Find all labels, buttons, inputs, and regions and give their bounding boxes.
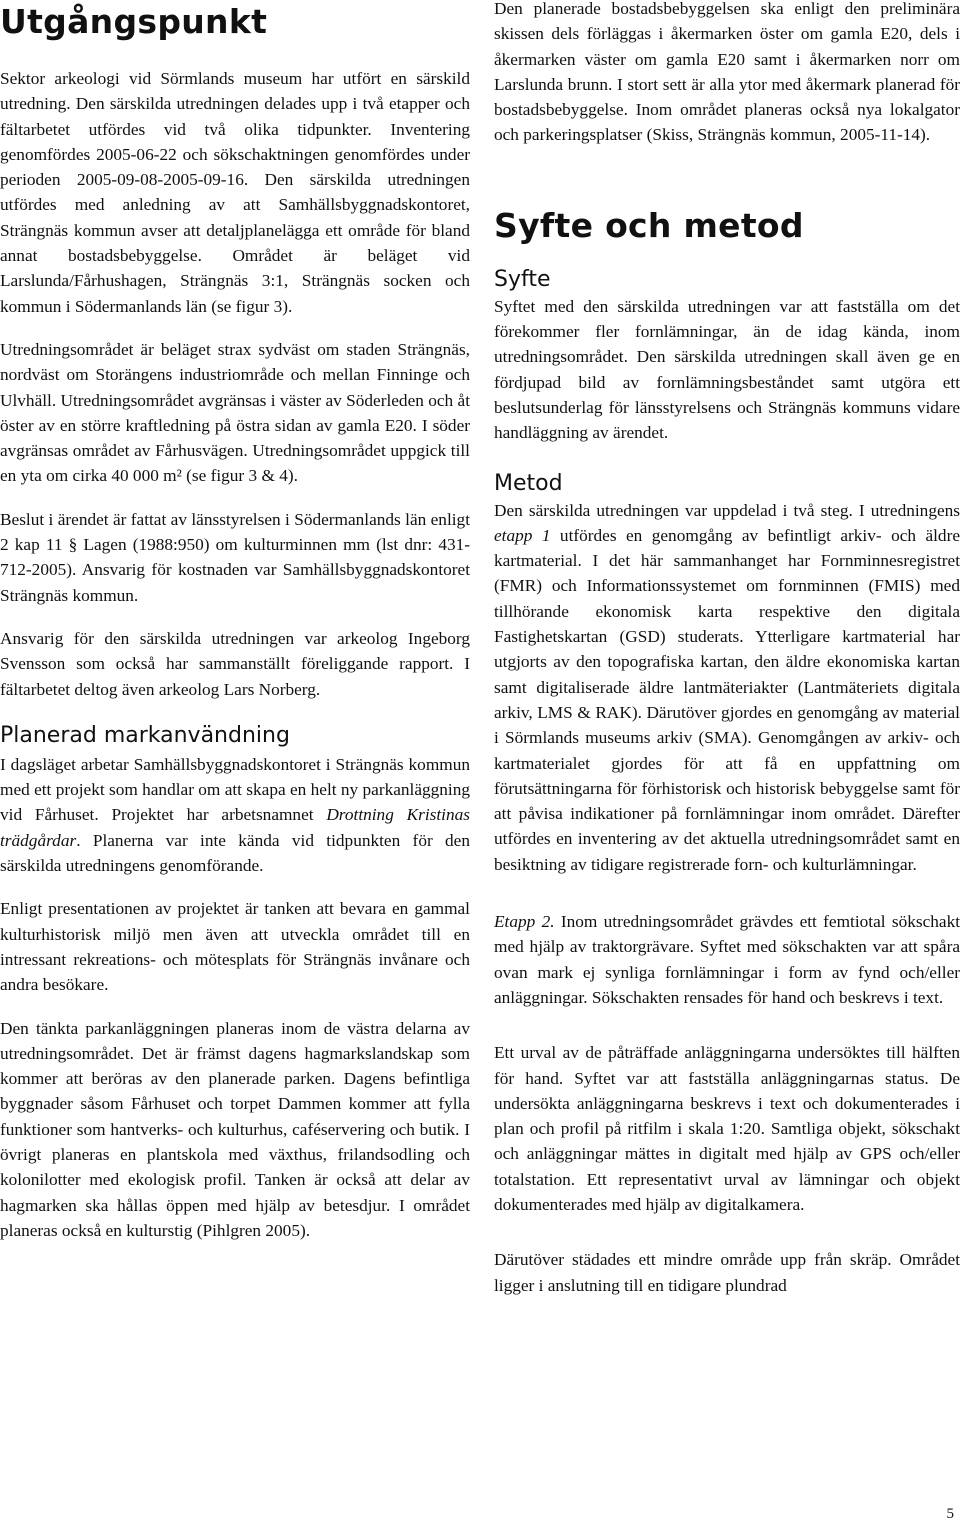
heading-utgangspunkt: Utgångspunkt [0,2,268,41]
right-column [494,0,960,1316]
text: Inom utredningsområdet grävdes ett femtiotal sökschakt med hjälp av traktorgrävare. Syftet med sökschakten var att spåra ovan mark ej synliga fornlämningar i form av fynd och/eller anläggningar. Sökschakten rensades för hand och beskrevs i text. [494,912,960,1007]
paragraph: Ett urval av de påträffade anläggningarna undersöktes till hälften för hand. Syftet var att fastställa anläggningarnas status. De undersökta anläggningarna beskrevs i text och dokumenterades i plan och profil på ritfilm i skala 1:20. Samtliga objekt, sökschakt och anläggningar mättes in digitalt med hjälp av GPS och/eller totalstation. Ett representativt urval av lämningar och objekt dokumenterades med hjälp av digitalkamera. [494,1043,960,1214]
paragraph [0,752,470,878]
paragraph: Enligt presentationen av projektet är tanken att bevara en gammal kulturhistorisk miljö men även att utveckla området till en intressant rekreations- och mötesplats för Strängnäs invånare och andra besökare. [0,899,470,995]
left-column [0,0,470,1261]
subheading-planerad-markanvandning: Planerad markanvändning [0,722,290,748]
heading-syfte-och-metod: Syfte och metod [494,205,804,245]
paragraph [494,909,960,1010]
text: I dagsläget arbetar Samhällsbyggnadskontoret i Strängnäs kommun med ett projekt som handlar om att skapa en helt ny parkanläggning vid Fårhuset. Projektet har arbetsnamnet [0,754,470,825]
text: Den särskilda utredningen var uppdelad i två steg. I utredningens [494,500,960,520]
paragraph [494,498,960,877]
page-number: 5 [946,1506,954,1522]
paragraph: Den tänkta parkanläggningen planeras inom de västra delarna av utredningsområdet. Det är främst dagens hagmarkslandskap som kommer att beröras av den planerade parken. Dagens befintliga byggnader såsom Fårhuset och torpet Dammen kommer att fylla funktioner som hantverks- och kulturhus, caféservering och butik. I övrigt planeras en plantskola med växthus, frilandsodling och kolonilotter med ekologisk profil. Tanken är också att delar av hagmarken ska hållas öppen med hjälp av betesdjur. I området planeras också en kulturstig (Pihlgren 2005). [0,1018,470,1240]
paragraph: Syftet med den särskilda utredningen var att fastställa om det förekommer fler fornlämningar, än de idag kända, inom utredningsområdet. Den särskilda utredningen skall även ge en fördjupad bild av fornlämningsbeståndet samt utgöra ett beslutsunderlag för länsstyrelsens och Strängnäs kommuns vidare handläggning av ärendet. [494,296,960,443]
paragraph: Den planerade bostadsbebyggelsen ska enligt den preliminära skissen dels förläggas i åkermarken öster om gamla E20, dels i åkermarken väster om gamla E20 samt i åkermarken norr om Larslunda brunn. I stort sett är alla ytor med åkermark planerad för bostadsbebyggelse. Inom området planeras också nya lokalgator och parkeringsplatser (Skiss, Strängnäs kommun, 2005-11-14). [494,0,960,145]
paragraph: Sektor arkeologi vid Sörmlands museum har utfört en särskild utredning. Den särskilda utredningen delades upp i två etapper och fältarbetet utfördes vid två olika tidpunkter. Inventering genomfördes 2005-06-22 och sökschaktningen genomfördes under perioden 2005-09-08-2005-09-16. Den särskilda utredningen utfördes med anledning av att Samhällsbyggnadskontoret, Strängnäs kommun avser att detaljplanelägga ett område för bland annat bostadsbebyggelse. Området är beläget vid Larslunda/Fårhushagen, Strängnäs 3:1, Strängnäs socken och kommun i Södermanlands län (se figur 3). [0,69,470,316]
subheading-syfte: Syfte [494,266,551,292]
text: utfördes en genomgång av befintligt arkiv- och äldre kartmaterial. I det här sammanhanget har Fornminnesregistret (FMR) och Informationssystemet om fornminnen (FMIS) med tillhörande ekonomisk karta respektive den digitala Fastighetskartan (GSD) studerats. Ytterligare kartmaterial har utgjorts av den topografiska kartan, den äldre ekonomiska kartan samt digitaliserade äldre lantmäteriakter (Lantmäteriets digitala arkiv, LMS & RAK). Därutöver gjordes en genomgång av material i Sörmlands museums arkiv (SMA). Genomgången av arkiv- och kartmaterialet gjordes för att få en uppfattning om förutsättningarna för förhistorisk och historisk bebyggelse samt för att påvisa indikationer på fornlämningar inom området. Därefter utfördes en inventering av det aktuella utredningsområdet samt en besiktning av tidigare registrerade forn- och kulturlämningar. [494,525,960,874]
text: . Planerna var inte kända vid tidpunkten för den särskilda utredningens genomförande. [0,830,470,876]
paragraph: Utredningsområdet är beläget strax sydväst om staden Strängnäs, nordväst om Storängens industriområde och mellan Finninge och Ulvhäll. Utredningsområdet avgränsas i väster av Söderleden och åt öster av en större kraftledning på östra sidan av gamla E20. I söder avgränsas området av Fårhusvägen. Utredningsområdet uppgick till en yta om cirka 40 000 m² (se figur 3 & 4). [0,339,470,486]
etapp-label: etapp 1 [494,525,551,545]
subheading-metod: Metod [494,470,563,496]
project-name: Drottning Kristinas trädgårdar [0,805,470,850]
paragraph: Därutöver städades ett mindre område upp från skräp. Området ligger i anslutning till en tidigare plundrad [494,1250,960,1295]
paragraph: Beslut i ärendet är fattat av länsstyrelsen i Södermanlands län enligt 2 kap 11 § Lagen (1988:950) om kulturminnen mm (lst dnr: 431-712-2005). Ansvarig för kostnaden var Samhällsbyggnadskontoret Strängnäs kommun. [0,509,470,605]
paragraph: Ansvarig för den särskilda utredningen var arkeolog Ingeborg Svensson som också har sammanställt föreliggande rapport. I fältarbetet deltog även arkeolog Lars Norberg. [0,628,470,699]
etapp-label: Etapp 2. [494,912,555,932]
